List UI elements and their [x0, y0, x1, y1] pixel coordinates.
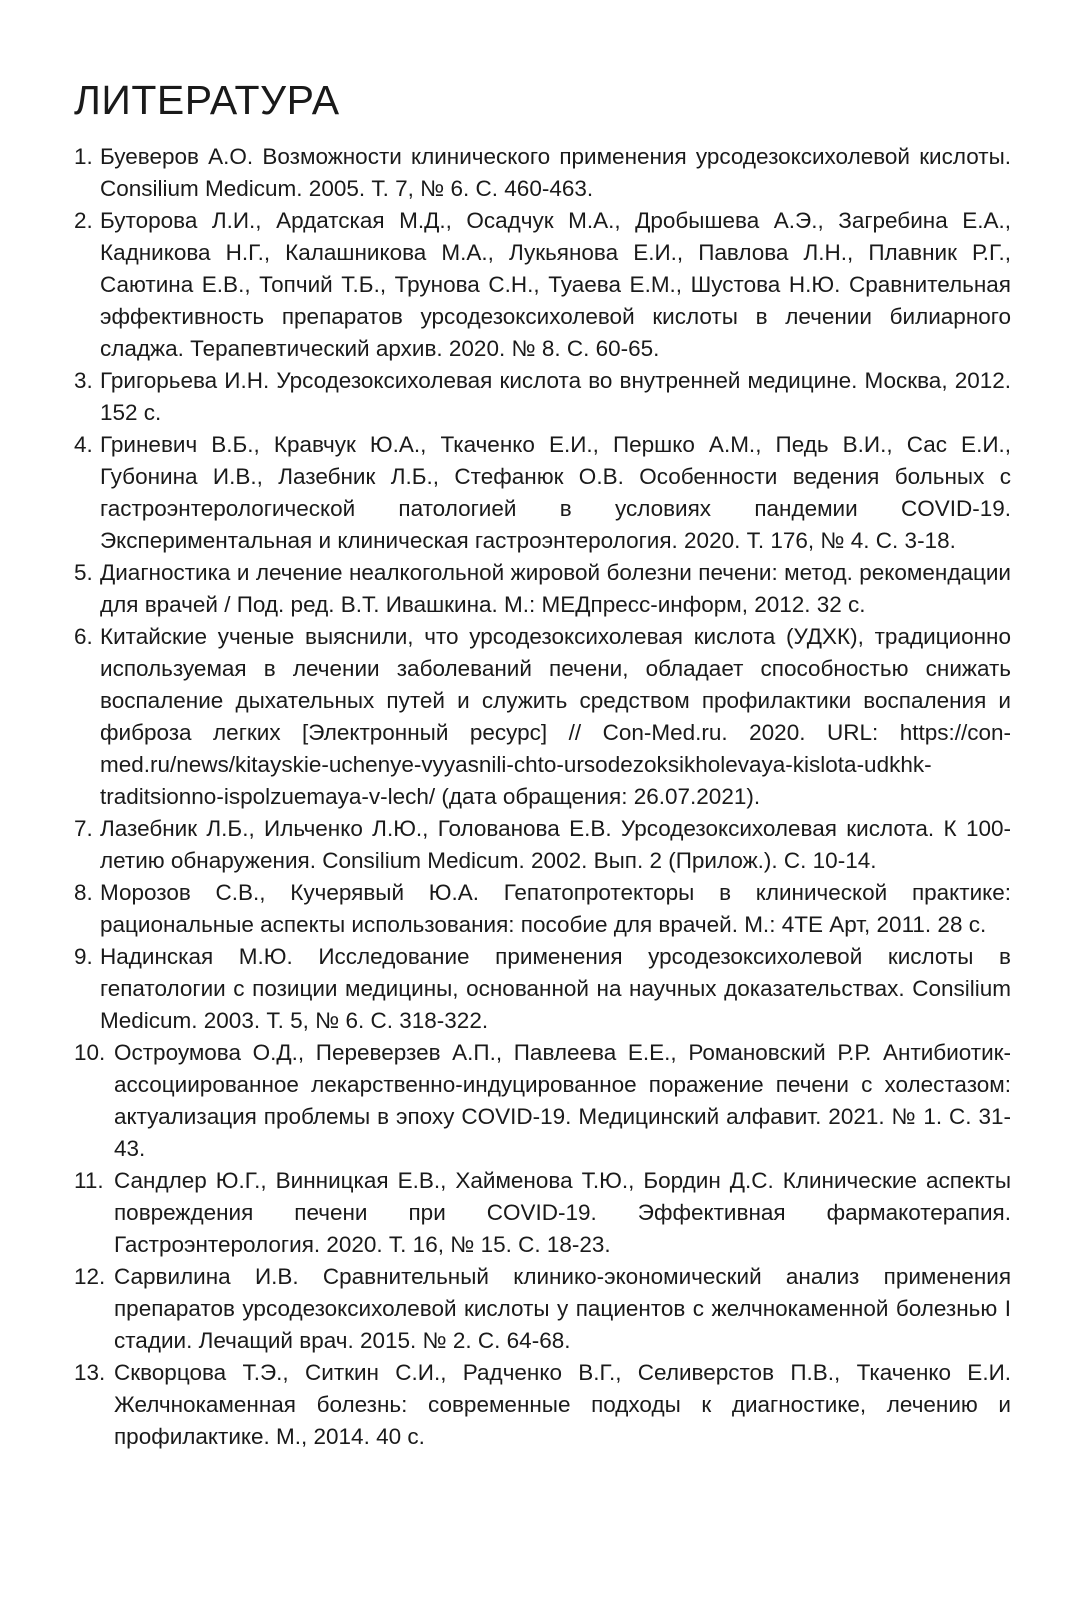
reference-text: Григорьева И.Н. Урсодезоксихолевая кислота во внутренней медицине. Москва, 2012. 152 с. — [100, 368, 1011, 426]
reference-text: Китайские ученые выяснили, что урсодезоксихолевая кислота (УДХК), традиционно используемая в лечении заболеваний печени, обладает способностью снижать воспаление дыхательных путей и служить средством профилактики воспаления и фиброза легких [Электронный ресурс] // Con-Med.ru. 2020. URL: https://con-med.ru/news/kitayskie-uchenye-vyyasnili-chto-ursodezoksikholevaya-kislota-udkhk-traditsionno-ispolzuemaya-v-lech/ (дата обращения: 26.07.2021). — [100, 624, 1011, 810]
reference-number: 12. — [74, 1264, 106, 1290]
reference-text: Морозов С.В., Кучерявый Ю.А. Гепатопротекторы в клинической практике: рациональные аспекты использования: пособие для врачей. М.: 4ТЕ Арт, 2011. 28 с. — [100, 880, 1011, 938]
reference-number: 8. — [74, 880, 93, 906]
reference-text: Остроумова О.Д., Переверзев А.П., Павлеева Е.Е., Романовский Р.Р. Антибиотик-ассоциированное лекарственно-индуцированное поражение печени с холестазом: актуализация проблемы в эпоху COVID-19. Медицинский алфавит. 2021. № 1. С. 31-43. — [114, 1040, 1011, 1162]
reference-text: Скворцова Т.Э., Ситкин С.И., Радченко В.Г., Селиверстов П.В., Ткаченко Е.И. Желчнокаменная болезнь: современные подходы к диагностике, лечению и профилактике. М., 2014. 40 с. — [114, 1360, 1011, 1450]
reference-text: Сарвилина И.В. Сравнительный клинико-экономический анализ применения препаратов урсодезоксихолевой кислоты у пациентов с желчнокаменной болезнью I стадии. Лечащий врач. 2015. № 2. С. 64-68. — [114, 1264, 1011, 1354]
reference-number: 3. — [74, 368, 93, 394]
reference-item — [74, 621, 1011, 813]
reference-item — [74, 205, 1011, 365]
reference-text: Гриневич В.Б., Кравчук Ю.А., Ткаченко Е.И., Першко А.М., Педь В.И., Сас Е.И., Губонина И.В., Лазебник Л.Б., Стефанюк О.В. Особенности ведения больных с гастроэнтерологической патологией в условиях пандемии COVID-19. Экспериментальная и клиническая гастроэнтерология. 2020. Т. 176, № 4. С. 3-18. — [100, 432, 1011, 554]
reference-text: Надинская М.Ю. Исследование применения урсодезоксихолевой кислоты в гепатологии с позиции медицины, основанной на научных доказательствах. Consilium Medicum. 2003. Т. 5, № 6. С. 318-322. — [100, 944, 1011, 1034]
reference-item — [74, 557, 1011, 621]
reference-item — [74, 141, 1011, 205]
reference-item — [74, 813, 1011, 877]
reference-item — [74, 877, 1011, 941]
reference-number: 5. — [74, 560, 93, 586]
reference-item — [74, 1357, 1011, 1453]
reference-text: Буеверов А.О. Возможности клинического применения урсодезоксихолевой кислоты. Consilium Medicum. 2005. Т. 7, № 6. С. 460-463. — [100, 144, 1011, 202]
reference-text: Диагностика и лечение неалкогольной жировой болезни печени: метод. рекомендации для врачей / Под. ред. В.Т. Ивашкина. М.: МЕДпресс-информ, 2012. 32 с. — [100, 560, 1011, 618]
reference-number: 6. — [74, 624, 93, 650]
reference-number: 1. — [74, 144, 93, 170]
reference-item — [74, 429, 1011, 557]
reference-number: 10. — [74, 1040, 106, 1066]
reference-text: Лазебник Л.Б., Ильченко Л.Ю., Голованова Е.В. Урсодезоксихолевая кислота. К 100-летию обнаружения. Consilium Medicum. 2002. Вып. 2 (Прилож.). С. 10-14. — [100, 816, 1011, 874]
reference-item — [74, 1261, 1011, 1357]
reference-item — [74, 1037, 1011, 1165]
reference-list — [74, 141, 1011, 1453]
reference-number: 9. — [74, 944, 93, 970]
reference-number: 7. — [74, 816, 93, 842]
reference-number: 4. — [74, 432, 93, 458]
reference-item — [74, 365, 1011, 429]
reference-text: Сандлер Ю.Г., Винницкая Е.В., Хайменова Т.Ю., Бордин Д.С. Клинические аспекты повреждения печени при COVID-19. Эффективная фармакотерапия. Гастроэнтерология. 2020. Т. 16, № 15. С. 18-23. — [114, 1168, 1011, 1258]
reference-item — [74, 1165, 1011, 1261]
reference-number: 11. — [74, 1168, 104, 1194]
reference-item — [74, 941, 1011, 1037]
page-title: ЛИТЕРАТУРА — [74, 77, 340, 123]
reference-text: Буторова Л.И., Ардатская М.Д., Осадчук М.А., Дробышева А.Э., Загребина Е.А., Кадникова Н.Г., Калашникова М.А., Лукьянова Е.И., Павлова Л.Н., Плавник Р.Г., Саютина Е.В., Топчий Т.Б., Трунова С.Н., Туаева Е.М., Шустова Н.Ю. Сравнительная эффективность препаратов урсодезоксихолевой кислоты в лечении билиарного сладжа. Терапевтический архив. 2020. № 8. С. 60-65. — [100, 208, 1011, 362]
reference-number: 2. — [74, 208, 93, 234]
reference-number: 13. — [74, 1360, 106, 1386]
